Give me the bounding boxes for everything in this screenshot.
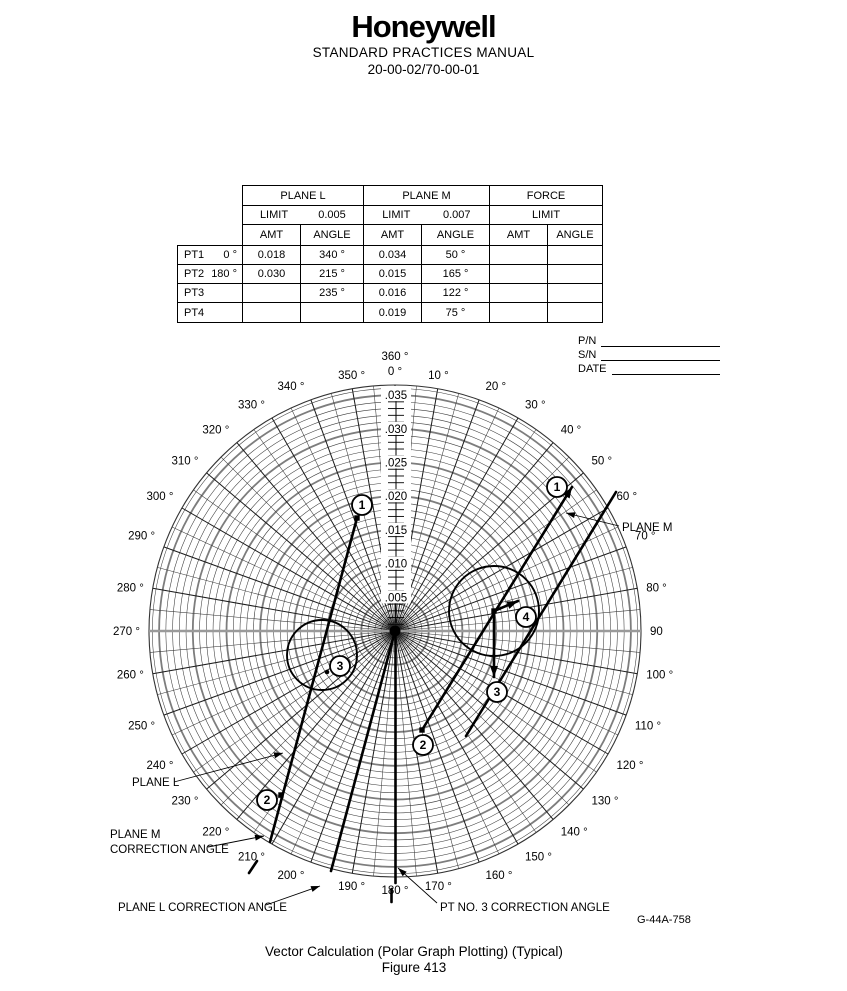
table-cell: 50 ° — [422, 246, 490, 265]
svg-text:320 °: 320 ° — [202, 424, 230, 437]
table-cell: 0.018 — [243, 246, 301, 265]
svg-text:1: 1 — [553, 480, 561, 495]
svg-text:340 °: 340 ° — [277, 381, 305, 394]
svg-text:10 °: 10 ° — [428, 369, 449, 382]
svg-text:40 °: 40 ° — [560, 424, 582, 437]
svg-text:3: 3 — [493, 685, 501, 700]
document-number: 20-00-02/70-00-01 — [367, 62, 480, 77]
svg-text:80 °: 80 ° — [646, 582, 667, 595]
table-cell: LIMIT 0.005 — [243, 206, 364, 225]
svg-text:PLANE M: PLANE M — [622, 522, 673, 534]
svg-text:PLANE L CORRECTION ANGLE: PLANE L CORRECTION ANGLE — [118, 902, 287, 914]
svg-text:PLANE L: PLANE L — [132, 777, 180, 789]
svg-text:30 °: 30 ° — [525, 399, 546, 412]
svg-text:.005: .005 — [384, 592, 408, 605]
table-cell: AMT — [490, 225, 548, 246]
table-cell: 235 ° — [301, 284, 364, 303]
table-cell: 340 ° — [301, 246, 364, 265]
svg-text:2: 2 — [419, 738, 427, 753]
svg-text:0 °: 0 ° — [387, 366, 403, 378]
table-cell: 165 ° — [422, 265, 490, 284]
table-cell: PT2 180 ° — [178, 265, 243, 284]
svg-text:190 °: 190 ° — [338, 881, 366, 894]
pn-label: P/N — [578, 335, 597, 347]
figure-caption: Vector Calculation (Polar Graph Plotting) (Typical) — [265, 944, 563, 959]
svg-text:.015: .015 — [384, 524, 408, 537]
table-cell: 0.030 — [243, 265, 301, 284]
table-cell: PT4 — [178, 303, 243, 323]
svg-text:170 °: 170 ° — [424, 881, 452, 894]
svg-text:270 °: 270 ° — [113, 626, 140, 638]
svg-text:160 °: 160 ° — [485, 869, 513, 882]
svg-text:.020: .020 — [384, 491, 408, 504]
svg-text:2: 2 — [263, 793, 271, 808]
table-cell: 75 ° — [422, 303, 490, 323]
svg-text:4: 4 — [522, 610, 530, 625]
svg-text:.010: .010 — [384, 558, 408, 571]
svg-text:350 °: 350 ° — [338, 369, 366, 382]
figure-number: Figure 413 — [381, 960, 447, 975]
svg-text:210 °: 210 ° — [238, 851, 265, 864]
manual-title: STANDARD PRACTICES MANUAL — [312, 45, 535, 60]
svg-text:110 °: 110 ° — [634, 720, 662, 733]
table-cell: PT1 0 ° — [178, 246, 243, 265]
svg-text:280 °: 280 ° — [116, 582, 144, 595]
svg-text:140 °: 140 ° — [560, 826, 588, 839]
svg-text:100 °: 100 ° — [646, 669, 674, 682]
svg-text:150 °: 150 ° — [525, 851, 552, 864]
svg-text:50 °: 50 ° — [591, 455, 613, 468]
svg-text:60 °: 60 ° — [616, 491, 638, 503]
svg-text:130 °: 130 ° — [591, 795, 619, 808]
svg-text:220 °: 220 ° — [202, 826, 230, 839]
table-cell: AMT — [364, 225, 422, 246]
table-cell: 0.034 — [364, 246, 422, 265]
svg-text:PT NO. 3 CORRECTION ANGLE: PT NO. 3 CORRECTION ANGLE — [440, 902, 610, 914]
svg-text:250 °: 250 ° — [128, 720, 156, 733]
table-cell: PLANE L — [243, 186, 364, 206]
svg-text:90: 90 — [650, 626, 663, 638]
table-cell: LIMIT 0.007 — [364, 206, 490, 225]
svg-text:360 °: 360 ° — [381, 351, 409, 363]
svg-text:180 °: 180 ° — [381, 885, 409, 897]
table-cell: 0.015 — [364, 265, 422, 284]
svg-text:.035: .035 — [384, 390, 408, 403]
svg-text:200 °: 200 ° — [277, 869, 305, 882]
table-cell: PLANE M — [364, 186, 490, 206]
svg-text:70 °: 70 ° — [634, 530, 656, 543]
svg-text:230 °: 230 ° — [171, 795, 199, 808]
figure-caption-block — [0, 944, 828, 976]
svg-text:PLANE M: PLANE M — [110, 829, 161, 841]
svg-text:.025: .025 — [384, 457, 408, 470]
svg-text:300 °: 300 ° — [146, 491, 174, 503]
svg-text:3: 3 — [336, 659, 344, 674]
svg-text:310 °: 310 ° — [171, 455, 199, 468]
svg-text:290 °: 290 ° — [128, 530, 156, 543]
table-cell: ANGLE — [301, 225, 364, 246]
table-cell: AMT — [243, 225, 301, 246]
table-cell: FORCE — [490, 186, 603, 206]
table-cell: LIMIT — [490, 206, 603, 225]
svg-text:20 °: 20 ° — [485, 381, 507, 394]
date-label: DATE — [578, 363, 607, 375]
table-cell: ANGLE — [422, 225, 490, 246]
table-cell: 0.019 — [364, 303, 422, 323]
table-cell: ANGLE — [548, 225, 603, 246]
table-cell: 215 ° — [301, 265, 364, 284]
svg-text:120 °: 120 ° — [616, 760, 644, 772]
svg-text:1: 1 — [358, 498, 366, 513]
svg-text:330 °: 330 ° — [238, 399, 265, 412]
svg-text:G-44A-758: G-44A-758 — [637, 914, 691, 926]
table-cell: 0.016 — [364, 284, 422, 303]
svg-text:.030: .030 — [384, 423, 408, 436]
table-cell: 122 ° — [422, 284, 490, 303]
sn-label: S/N — [578, 349, 597, 361]
svg-text:CORRECTION ANGLE: CORRECTION ANGLE — [110, 844, 229, 856]
svg-text:240 °: 240 ° — [146, 760, 174, 772]
brand-logo: Honeywell — [351, 9, 496, 44]
svg-text:260 °: 260 ° — [116, 669, 144, 682]
table-cell: PT3 — [178, 284, 243, 303]
